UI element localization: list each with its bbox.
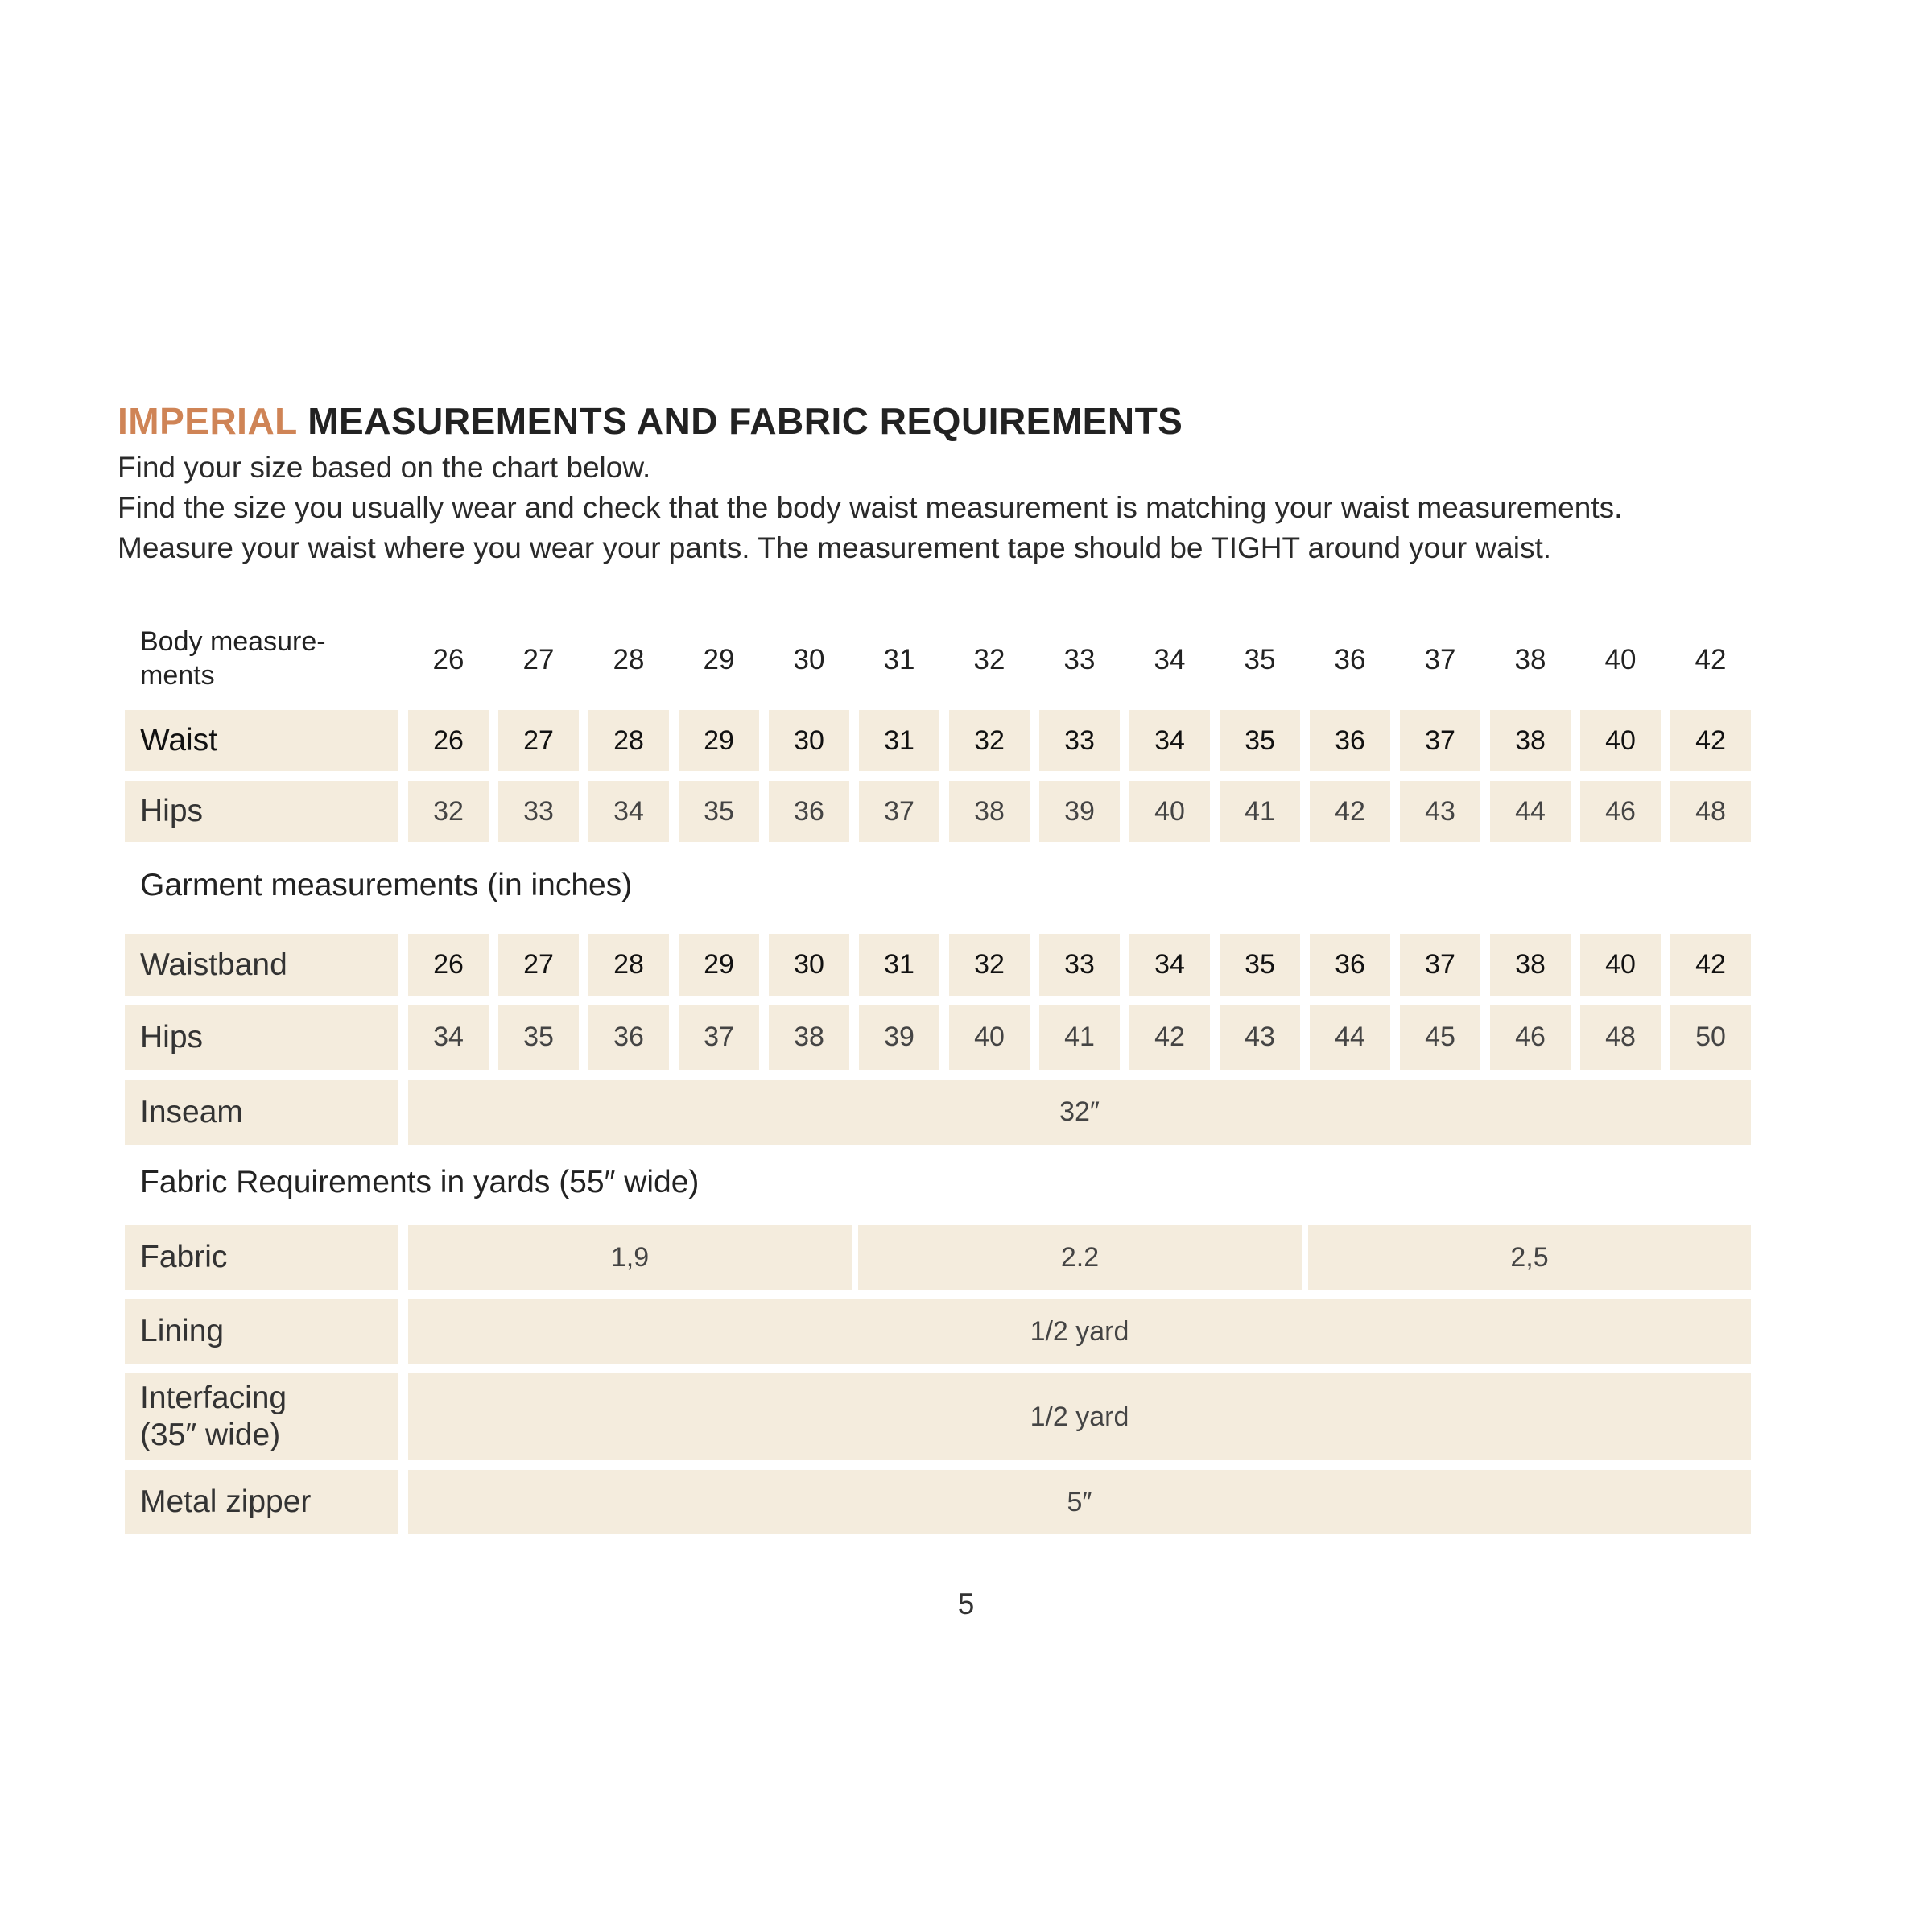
waist-row-label: Waist <box>125 710 398 771</box>
waistband-cell-13: 40 <box>1580 934 1661 996</box>
fabric-requirements-title: Fabric Requirements in yards (55″ wide) <box>140 1165 700 1199</box>
hips-cell-7: 39 <box>1039 781 1120 842</box>
hips-cell-2: 34 <box>588 781 669 842</box>
hips-cell-13: 46 <box>1580 781 1661 842</box>
inseam-value: 32″ <box>408 1080 1751 1145</box>
waistband-cell-14: 42 <box>1670 934 1751 996</box>
hips-cell-6: 38 <box>949 781 1030 842</box>
fabric-value-small: 1,9 <box>408 1225 852 1290</box>
hips-cell-5: 37 <box>859 781 939 842</box>
waist-cell-9: 35 <box>1220 710 1300 771</box>
waist-cell-5: 31 <box>859 710 939 771</box>
garment-hips-cell-8: 42 <box>1129 1005 1210 1070</box>
hips-cell-4: 36 <box>769 781 849 842</box>
waist-cell-1: 27 <box>498 710 579 771</box>
hips-cell-9: 41 <box>1220 781 1300 842</box>
hips-cell-10: 42 <box>1310 781 1390 842</box>
garment-measurements-title: Garment measurements (in inches) <box>140 868 633 902</box>
intro-line-2: Find the size you usually wear and check that the body waist measurement is matching your waist measurements. <box>118 491 1623 524</box>
waist-cell-13: 40 <box>1580 710 1661 771</box>
size-header-7: 33 <box>1063 644 1096 675</box>
interfacing-label-line-1: Interfacing <box>140 1381 287 1415</box>
size-header-4: 30 <box>793 644 825 675</box>
waist-cell-2: 28 <box>588 710 669 771</box>
waistband-cell-12: 38 <box>1490 934 1571 996</box>
garment-hips-cell-2: 36 <box>588 1005 669 1070</box>
intro-line-3: Measure your waist where you wear your pants. The measurement tape should be TIGHT around your waist. <box>118 531 1552 564</box>
waist-cell-6: 32 <box>949 710 1030 771</box>
waistband-cell-6: 32 <box>949 934 1030 996</box>
page-title <box>118 399 1183 443</box>
size-header-1: 27 <box>522 644 555 675</box>
size-header-5: 31 <box>883 644 915 675</box>
waist-cell-14: 42 <box>1670 710 1751 771</box>
size-header-10: 36 <box>1334 644 1366 675</box>
waistband-cell-5: 31 <box>859 934 939 996</box>
waistband-cell-1: 27 <box>498 934 579 996</box>
metal-zipper-value: 5″ <box>408 1470 1751 1534</box>
garment-hips-row-label: Hips <box>125 1005 398 1070</box>
waist-cell-0: 26 <box>408 710 489 771</box>
garment-hips-cell-14: 50 <box>1670 1005 1751 1070</box>
body-measurements-label-line-2: ments <box>140 660 215 691</box>
size-header-9: 35 <box>1244 644 1276 675</box>
interfacing-label-line-2: (35″ wide) <box>140 1418 281 1452</box>
garment-hips-cell-5: 39 <box>859 1005 939 1070</box>
interfacing-value: 1/2 yard <box>408 1373 1751 1460</box>
waistband-cell-0: 26 <box>408 934 489 996</box>
title-rest: MEASUREMENTS AND FABRIC REQUIREMENTS <box>296 400 1183 442</box>
garment-hips-cell-11: 45 <box>1400 1005 1480 1070</box>
waistband-cell-4: 30 <box>769 934 849 996</box>
size-header-14: 42 <box>1695 644 1727 675</box>
hips-cell-11: 43 <box>1400 781 1480 842</box>
size-header-11: 37 <box>1424 644 1456 675</box>
body-measurements-label <box>140 625 326 692</box>
fabric-value-medium: 2.2 <box>858 1225 1302 1290</box>
waistband-cell-9: 35 <box>1220 934 1300 996</box>
waist-cell-8: 34 <box>1129 710 1210 771</box>
garment-hips-cell-1: 35 <box>498 1005 579 1070</box>
garment-hips-cell-3: 37 <box>679 1005 759 1070</box>
hips-cell-0: 32 <box>408 781 489 842</box>
hips-cell-8: 40 <box>1129 781 1210 842</box>
garment-hips-cell-0: 34 <box>408 1005 489 1070</box>
waist-cell-11: 37 <box>1400 710 1480 771</box>
fabric-row-label: Fabric <box>125 1225 398 1290</box>
size-header-0: 26 <box>432 644 464 675</box>
waist-cell-3: 29 <box>679 710 759 771</box>
size-header-2: 28 <box>613 644 645 675</box>
waistband-cell-2: 28 <box>588 934 669 996</box>
size-header-12: 38 <box>1514 644 1546 675</box>
hips-cell-12: 44 <box>1490 781 1571 842</box>
size-header-6: 32 <box>973 644 1005 675</box>
garment-hips-cell-4: 38 <box>769 1005 849 1070</box>
waist-cell-4: 30 <box>769 710 849 771</box>
garment-hips-cell-7: 41 <box>1039 1005 1120 1070</box>
intro-text <box>118 448 1622 568</box>
size-header-13: 40 <box>1604 644 1637 675</box>
body-measurements-label-line-1: Body measure- <box>140 626 326 657</box>
garment-hips-cell-9: 43 <box>1220 1005 1300 1070</box>
waistband-cell-10: 36 <box>1310 934 1390 996</box>
waistband-row-label: Waistband <box>125 934 398 996</box>
waistband-cell-3: 29 <box>679 934 759 996</box>
body-measurements-header <box>0 620 1932 700</box>
lining-value: 1/2 yard <box>408 1299 1751 1364</box>
waist-cell-7: 33 <box>1039 710 1120 771</box>
fabric-value-large: 2,5 <box>1308 1225 1751 1290</box>
waist-cell-12: 38 <box>1490 710 1571 771</box>
waistband-cell-8: 34 <box>1129 934 1210 996</box>
waistband-cell-11: 37 <box>1400 934 1480 996</box>
hips-cell-3: 35 <box>679 781 759 842</box>
hips-row-label: Hips <box>125 781 398 842</box>
garment-hips-cell-6: 40 <box>949 1005 1030 1070</box>
waist-cell-10: 36 <box>1310 710 1390 771</box>
garment-hips-cell-13: 48 <box>1580 1005 1661 1070</box>
hips-cell-1: 33 <box>498 781 579 842</box>
metal-zipper-row-label: Metal zipper <box>125 1470 398 1534</box>
title-accent: IMPERIAL <box>118 400 297 442</box>
size-header-8: 34 <box>1154 644 1186 675</box>
interfacing-row-label <box>125 1373 398 1460</box>
hips-cell-14: 48 <box>1670 781 1751 842</box>
garment-hips-cell-10: 44 <box>1310 1005 1390 1070</box>
intro-line-1: Find your size based on the chart below. <box>118 451 651 484</box>
page-number: 5 <box>957 1587 975 1620</box>
size-header-3: 29 <box>703 644 735 675</box>
waistband-cell-7: 33 <box>1039 934 1120 996</box>
lining-row-label: Lining <box>125 1299 398 1364</box>
inseam-row-label: Inseam <box>125 1080 398 1145</box>
garment-hips-cell-12: 46 <box>1490 1005 1571 1070</box>
